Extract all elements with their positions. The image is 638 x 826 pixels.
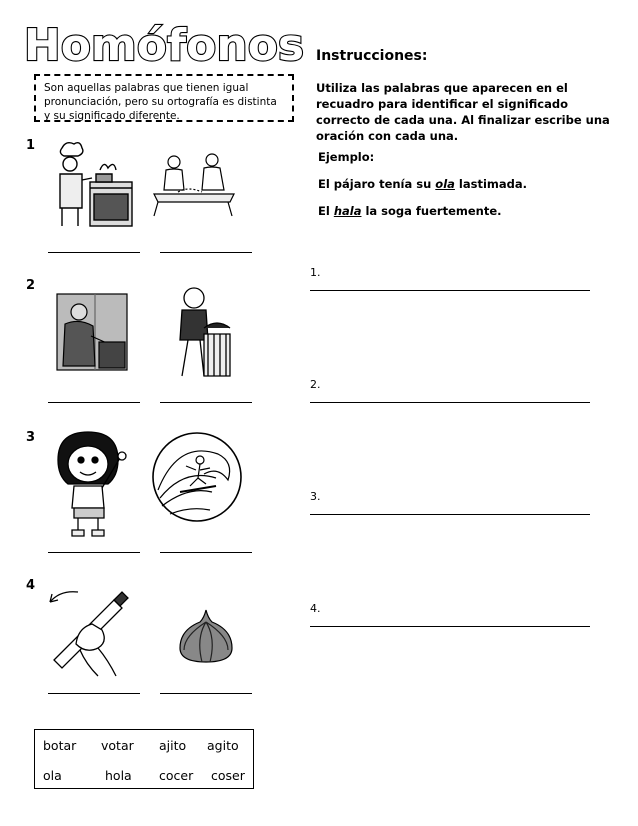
- answer-line-1b[interactable]: [160, 252, 252, 253]
- example-sentence-2: [318, 204, 502, 218]
- pair-number-1: 1: [26, 138, 36, 153]
- word-bank-word: botar: [43, 738, 77, 753]
- answer-line-4b[interactable]: [160, 693, 252, 694]
- page-title-text: Homófonos: [23, 20, 305, 71]
- sentence-line-1[interactable]: [310, 290, 590, 291]
- word-bank-word: ola: [43, 768, 62, 783]
- word-bank-word: ajito: [159, 738, 187, 753]
- answer-line-2a[interactable]: [48, 402, 140, 403]
- sentence-number-3: 3.: [310, 490, 321, 503]
- example-2-after: la soga fuertemente.: [361, 204, 502, 218]
- hand-shaking-bottle-icon: [40, 584, 140, 680]
- sentence-number-4: 4.: [310, 602, 321, 615]
- instructions-heading: Instrucciones:: [316, 48, 428, 64]
- chef-cooking-icon: [50, 138, 140, 230]
- pair-number-4: 4: [26, 578, 36, 593]
- definition-box: [34, 74, 294, 122]
- sentence-line-3[interactable]: [310, 514, 590, 515]
- word-bank-word: votar: [101, 738, 134, 753]
- boy-trash-can-icon: [168, 286, 234, 382]
- garlic-icon: [176, 608, 236, 664]
- man-voting-icon: [55, 292, 131, 374]
- answer-line-3b[interactable]: [160, 552, 252, 553]
- example-sentence-1: [318, 177, 527, 191]
- people-sewing-icon: [148, 148, 238, 220]
- example-2-word: hala: [333, 204, 362, 218]
- answer-line-4a[interactable]: [48, 693, 140, 694]
- answer-line-3a[interactable]: [48, 552, 140, 553]
- answer-line-2b[interactable]: [160, 402, 252, 403]
- word-bank-word: agito: [207, 738, 239, 753]
- word-bank-word: coser: [211, 768, 245, 783]
- answer-line-1a[interactable]: [48, 252, 140, 253]
- example-2-before: El: [318, 204, 334, 218]
- pair-number-3: 3: [26, 430, 36, 445]
- word-bank: [34, 729, 254, 789]
- sentence-number-1: 1.: [310, 266, 321, 279]
- pair-number-2: 2: [26, 278, 36, 293]
- surfer-wave-icon: [150, 430, 244, 524]
- girl-waving-icon: [52, 430, 130, 538]
- example-1-before: El pájaro tenía su: [318, 177, 436, 191]
- page-title: [23, 12, 305, 74]
- example-1-after: lastimada.: [454, 177, 528, 191]
- definition-text: Son aquellas palabras que tienen igual pronunciación, pero su ortografía es distinta y su significado diferente.: [44, 82, 277, 122]
- sentence-line-4[interactable]: [310, 626, 590, 627]
- example-1-word: ola: [435, 177, 455, 191]
- example-heading: Ejemplo:: [318, 150, 375, 164]
- sentence-number-2: 2.: [310, 378, 321, 391]
- page-title-graphic: [23, 12, 305, 74]
- word-bank-word: cocer: [159, 768, 194, 783]
- sentence-line-2[interactable]: [310, 402, 590, 403]
- instructions-text: Utiliza las palabras que aparecen en el recuadro para identificar el significado correcto de cada una. Al finalizar escribe una oración con cada una.: [316, 81, 610, 143]
- word-bank-word: hola: [105, 768, 132, 783]
